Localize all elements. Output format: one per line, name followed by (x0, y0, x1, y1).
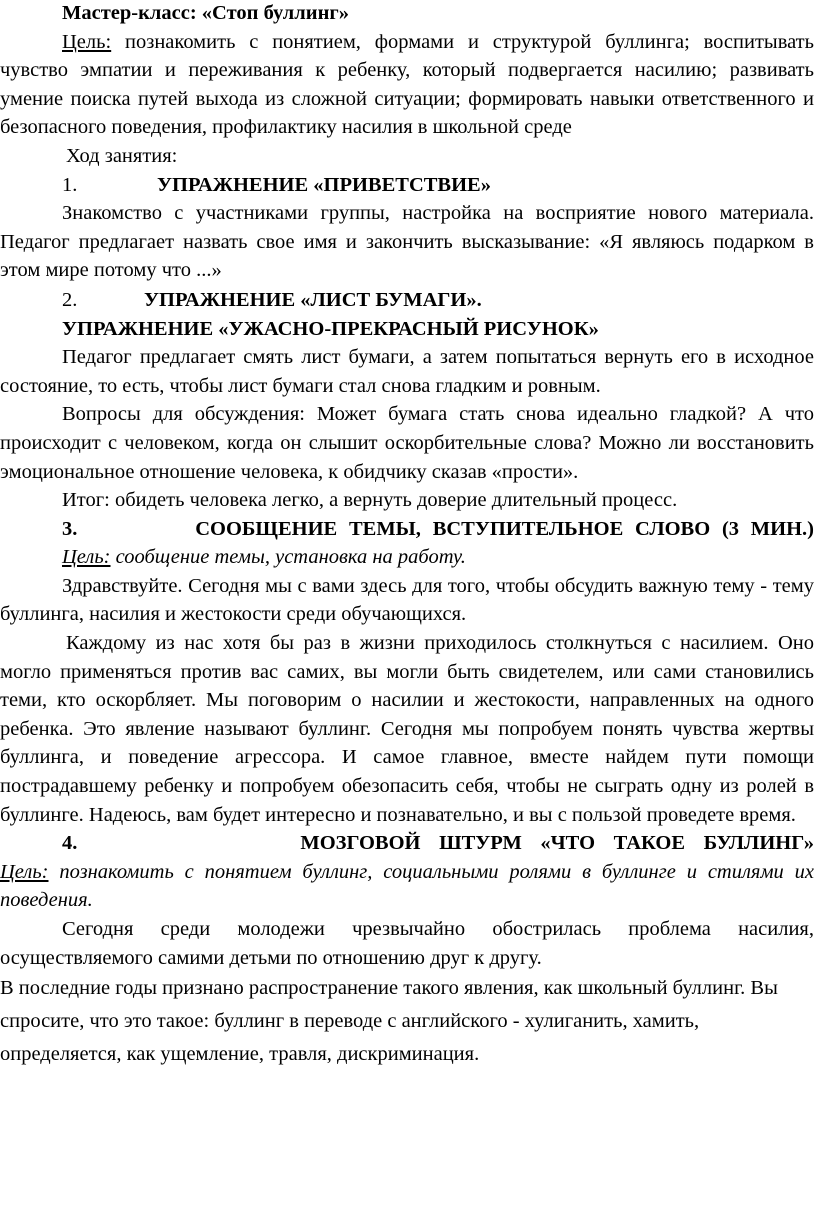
section-3-paragraph-2: Каждому из нас хотя бы раз в жизни приходилось столкнуться с насилием. Оно могло применяться против вас самих, вы могли быть свидетелем, или сами становились теми, кто оскорбляет. Мы поговорим о насилии и жестокости, направленных на одного ребенка. Это явление называют буллинг. Сегодня мы попробуем понять чувства жертвы буллинга, и поведение агрессора. И самое главное, вместе найдем пути помощи пострадавшему ребенку и попробуем обезопасить себя, чтобы не сыграть одну из ролей в буллинге. Надеюсь, вам будет интересно и познавательно, и вы с пользой проведете время. (0, 632, 814, 826)
section-3-title: СООБЩЕНИЕ ТЕМЫ, ВСТУПИТЕЛЬНОЕ СЛОВО (3 МИН.) (195, 517, 814, 540)
section-4-goal (0, 858, 814, 915)
section-4-goal-label: Цель: (0, 860, 49, 883)
goal-label: Цель: (62, 30, 112, 53)
section-4-number: 4. (62, 832, 78, 855)
section-4-closing: В последние годы признано распространение такого явления, как школьный буллинг. Вы спросите, что это такое: буллинг в переводе с английского - хулиганить, хамить, определяется, как ущемление, травля, дискриминация. (0, 977, 778, 1066)
section-3-heading (0, 515, 814, 544)
section-1-heading (0, 171, 814, 200)
section-3-goal-text: сообщение темы, установка на работу. (115, 546, 466, 569)
goal-paragraph (0, 28, 814, 142)
section-4-title: МОЗГОВОЙ ШТУРМ «ЧТО ТАКОЕ БУЛЛИНГ» (300, 832, 815, 855)
section-1-title: УПРАЖНЕНИЕ «ПРИВЕТСТВИЕ» (157, 173, 491, 196)
section-1-paragraph: Знакомство с участниками группы, настройка на восприятие нового материала. Педагог предлагает назвать свое имя и закончить высказывание: «Я являюсь подарком в этом мире потому что ...» (0, 202, 814, 282)
section-2-paragraph-2: Вопросы для обсуждения: Может бумага стать снова идеально гладкой? А что происходит с человеком, когда он слышит оскорбительные слова? Можно ли восстановить эмоциональное отношение человека, к обидчику сказав «прости». (0, 403, 814, 483)
title-text: Мастер-класс: «Стоп буллинг» (62, 2, 349, 24)
section-3-paragraph-1: Здравствуйте. Сегодня мы с вами здесь для того, чтобы обсудить важную тему - тему буллинга, насилия и жестокости среди обучающихся. (0, 574, 814, 626)
section-4-goal-text: познакомить с понятием буллинг, социальными ролями в буллинге и стилями их поведения. (0, 860, 815, 912)
section-2-title: УПРАЖНЕНИЕ «ЛИСТ БУМАГИ». (144, 288, 482, 311)
section-2-number: 2. (62, 288, 78, 311)
section-2-subheading: УПРАЖНЕНИЕ «УЖАСНО-ПРЕКРАСНЫЙ РИСУНОК» (62, 317, 599, 340)
section-2-paragraph-3: Итог: обидеть человека легко, а вернуть доверие длительный процесс. (62, 489, 678, 512)
section-2-paragraph-1: Педагог предлагает смять лист бумаги, а затем попытаться вернуть его в исходное состояние, то есть, чтобы лист бумаги стал снова гладким и ровным. (0, 346, 814, 397)
page-title (0, 0, 814, 28)
progress-label: Ход занятия: (66, 144, 178, 167)
section-4-heading (0, 829, 814, 858)
section-4-paragraph-1: Сегодня среди молодежи чрезвычайно обострилась проблема насилия, осуществляемого самими детьми по отношению друг к другу. (0, 918, 814, 969)
section-3-goal-label: Цель: (62, 546, 111, 569)
goal-text: познакомить с понятием, формами и структурой буллинга; воспитывать чувство эмпатии и переживания к ребенку, который подвергается насилию; развивать умение поиска путей выхода из сложной ситуации; формировать навыки ответственного и безопасного поведения, профилактику насилия в школьной среде (0, 30, 814, 139)
section-3-number: 3. (62, 517, 78, 540)
section-3-goal (0, 543, 814, 572)
section-1-number: 1. (62, 173, 78, 196)
section-2-heading (0, 285, 814, 315)
